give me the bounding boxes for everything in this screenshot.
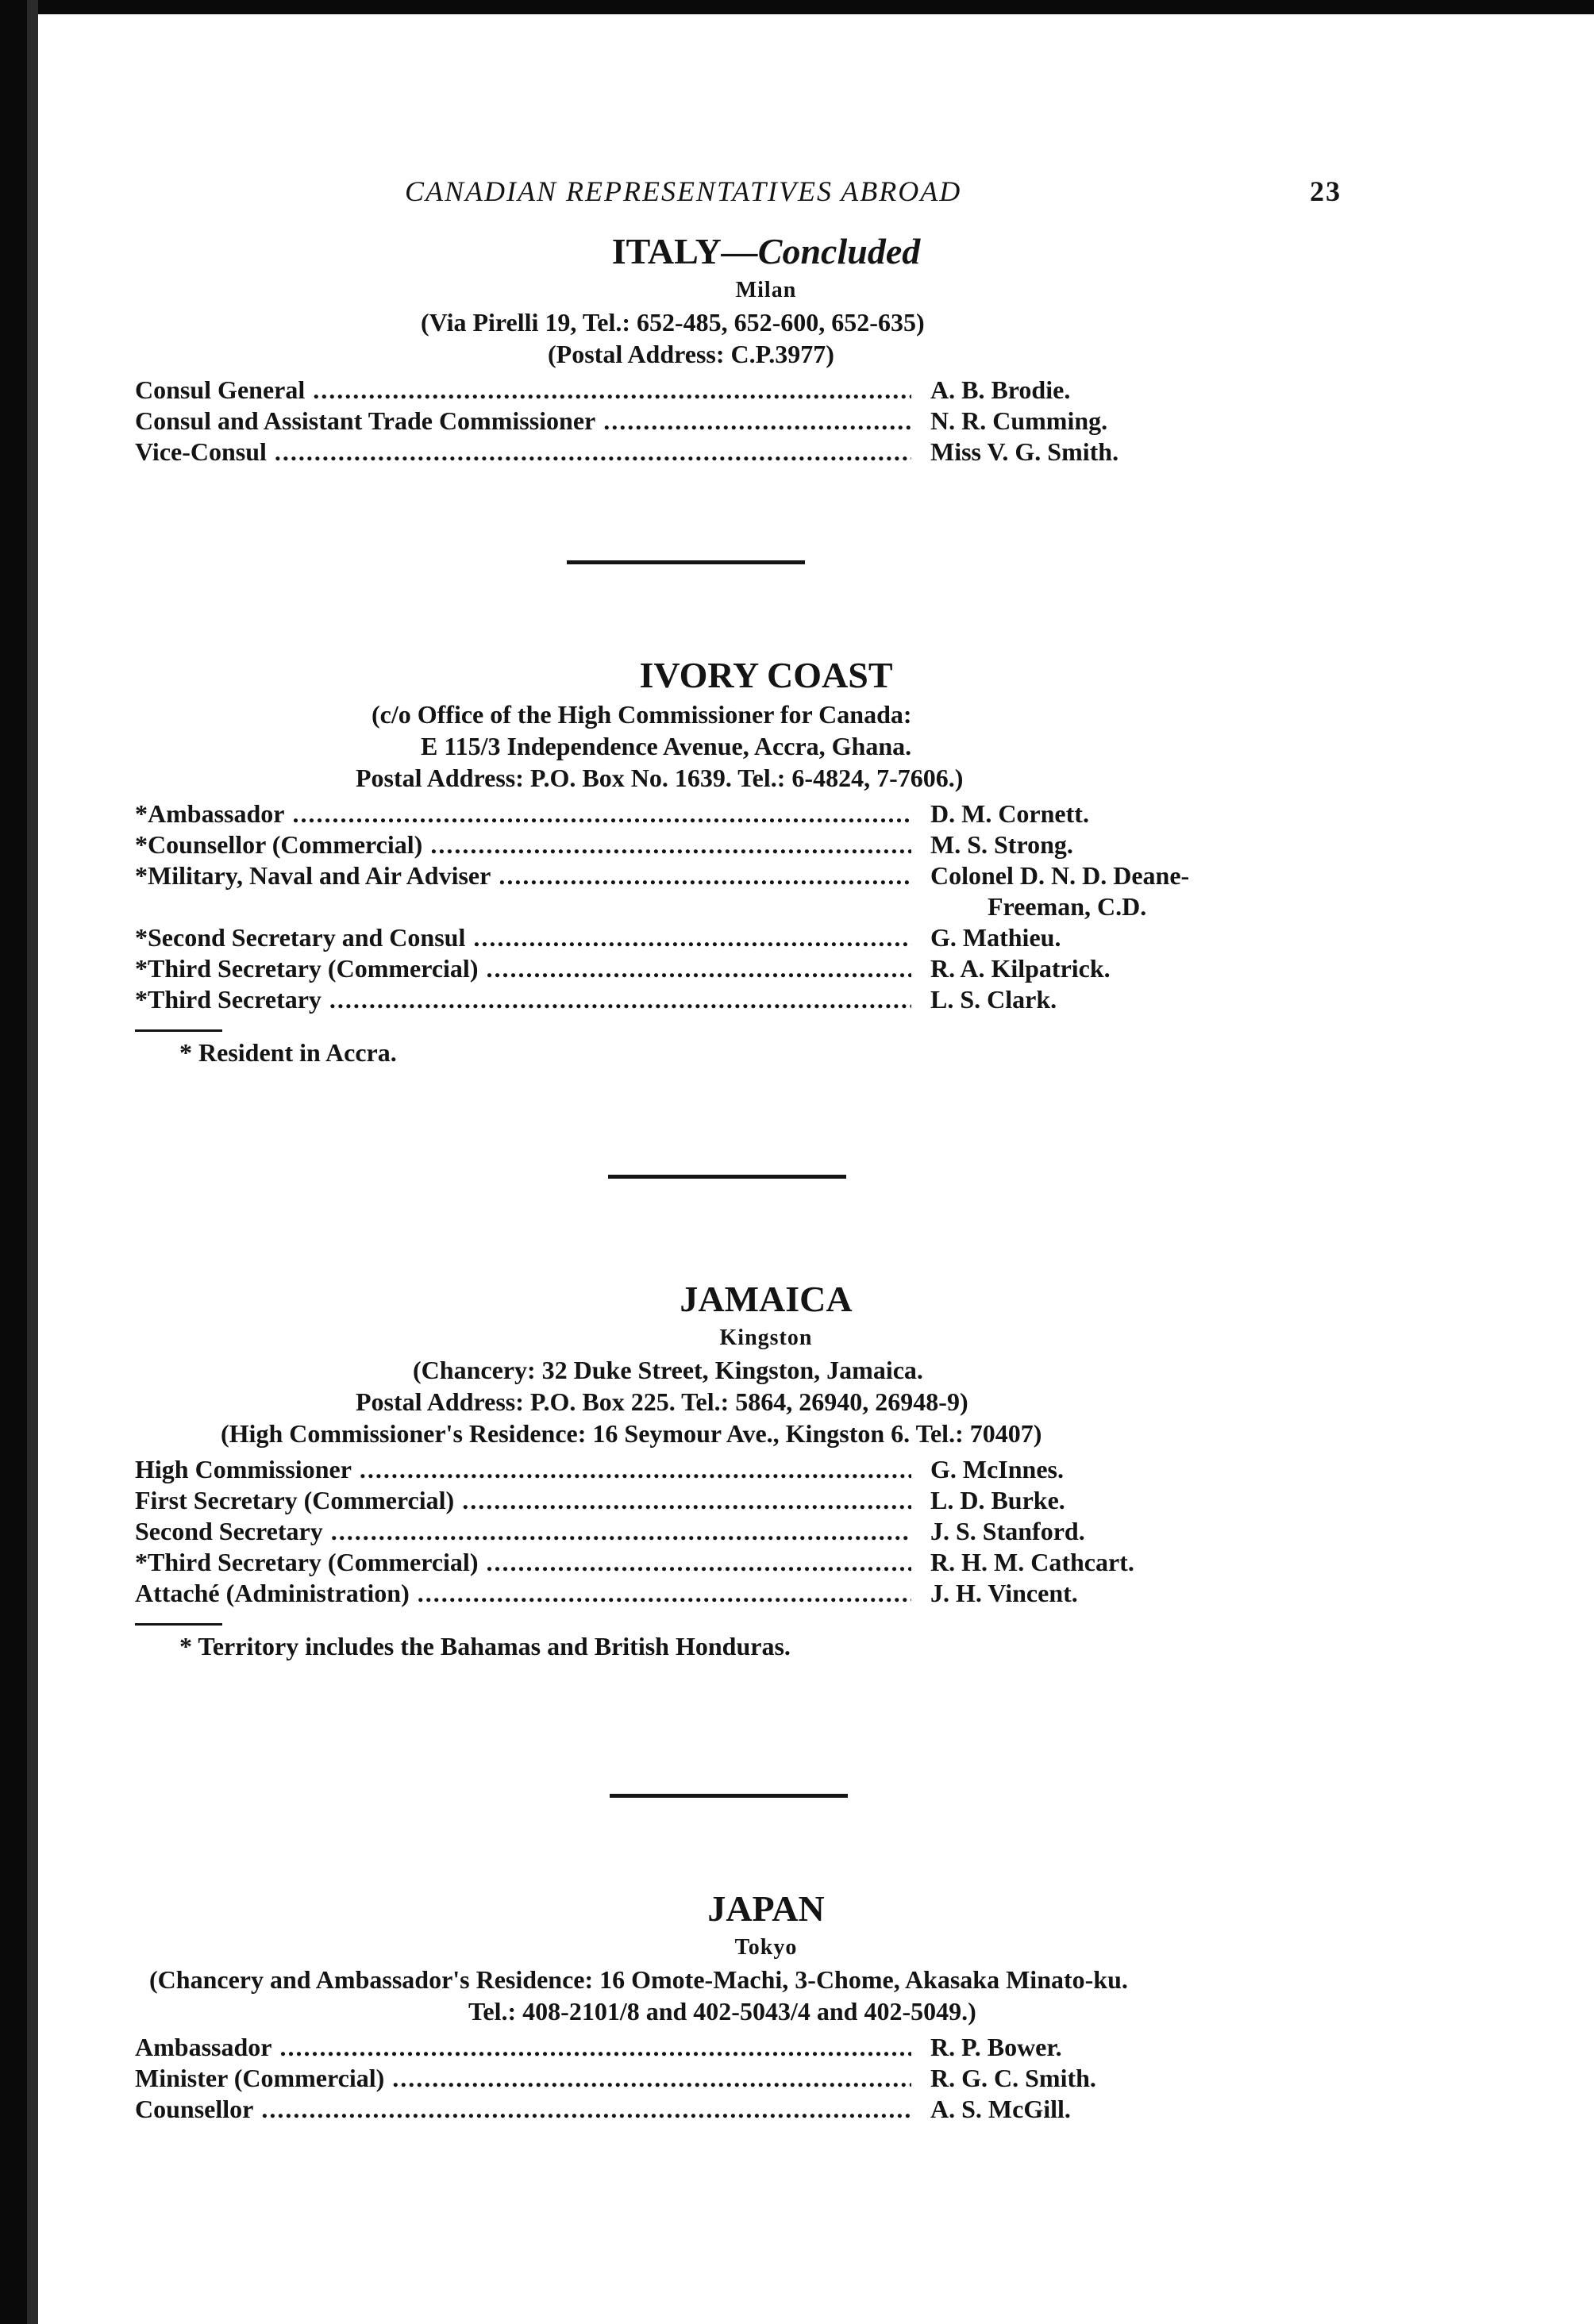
roster-row: *Third Secretary ..... L. S. Clark.: [135, 984, 1326, 1015]
roster-row: Ambassador ..... R. P. Bower.: [135, 2032, 1326, 2063]
address-line: (High Commissioner's Residence: 16 Seymour Ave., Kingston 6. Tel.: 70407): [221, 1419, 1042, 1448]
section-divider: [608, 1175, 846, 1179]
footnote: * Territory includes the Bahamas and British Honduras.: [179, 1632, 791, 1660]
address-line: E 115/3 Independence Avenue, Accra, Ghana.: [421, 732, 912, 760]
country-heading: JAPAN: [707, 1888, 825, 1929]
address-line: (Chancery and Ambassador's Residence: 16 Omote-Machi, 3-Chome, Akasaka Minato-ku.: [149, 1965, 1128, 1994]
footnote-rule: [135, 1029, 222, 1032]
roster-row: High Commissioner ..... G. McInnes.: [135, 1454, 1326, 1485]
roster-row: Vice-Consul ..... Miss V. G. Smith.: [135, 437, 1326, 467]
roster: [135, 375, 1326, 467]
roster-row: *Third Secretary (Commercial) ..... R. H. M. Cathcart.: [135, 1547, 1326, 1578]
roster-row: Consul General ..... A. B. Brodie.: [135, 375, 1326, 406]
city-heading: Kingston: [719, 1326, 813, 1350]
running-head: [286, 175, 1381, 210]
address-line: Tel.: 408-2101/8 and 402-5043/4 and 402-5049.): [468, 1997, 976, 2026]
address-line: Postal Address: P.O. Box 225. Tel.: 5864, 26940, 26948-9): [356, 1387, 968, 1416]
scan-top-edge: [0, 0, 1594, 14]
section-divider: [610, 1794, 848, 1798]
roster: [135, 1454, 1326, 1609]
footnote-rule: [135, 1623, 222, 1626]
section-ivory-coast: [135, 652, 1326, 1068]
page-number: 23: [1310, 175, 1342, 207]
city-heading: Milan: [735, 278, 797, 302]
roster-row: Attaché (Administration) ..... J. H. Vincent.: [135, 1578, 1326, 1609]
roster-row: Counsellor ..... A. S. McGill.: [135, 2094, 1326, 2125]
roster-row: *Ambassador ..... D. M. Cornett.: [135, 798, 1326, 829]
footnote: * Resident in Accra.: [179, 1038, 397, 1067]
roster-row: *Third Secretary (Commercial) ..... R. A. Kilpatrick.: [135, 953, 1326, 984]
country-heading: IVORY COAST: [639, 655, 893, 695]
roster-row: *Military, Naval and Air Adviser ..... Colonel D. N. D. Deane- Freeman, C.D.: [135, 860, 1326, 922]
roster-row: *Second Secretary and Consul ..... G. Mathieu.: [135, 922, 1326, 953]
scan-left-edge: [0, 0, 27, 2324]
city-heading: Tokyo: [734, 1935, 798, 1960]
roster: [135, 798, 1326, 1015]
country-heading: ITALY—Concluded: [611, 231, 921, 271]
section-divider: [567, 560, 805, 564]
address-line: (c/o Office of the High Commissioner for Canada:: [372, 700, 912, 729]
roster-row: First Secretary (Commercial) ..... L. D. Burke.: [135, 1485, 1326, 1516]
roster-row: Consul and Assistant Trade Commissioner ..... N. R. Cumming.: [135, 406, 1326, 437]
country-heading: JAMAICA: [680, 1279, 853, 1319]
section-italy: [135, 229, 1326, 467]
scan-left-shadow: [27, 0, 38, 2324]
address-line: (Chancery: 32 Duke Street, Kingston, Jamaica.: [413, 1356, 923, 1384]
section-jamaica: [135, 1276, 1326, 1662]
roster: [135, 2032, 1326, 2125]
section-japan: [135, 1886, 1326, 2125]
roster-row: Minister (Commercial) ..... R. G. C. Smith.: [135, 2063, 1326, 2094]
address-line: Postal Address: P.O. Box No. 1639. Tel.: 6-4824, 7-7606.): [356, 764, 964, 792]
address-line: (Via Pirelli 19, Tel.: 652-485, 652-600, 652-635): [421, 308, 925, 337]
running-head-title: CANADIAN REPRESENTATIVES ABROAD: [405, 175, 962, 207]
roster-row: *Counsellor (Commercial) ..... M. S. Strong.: [135, 829, 1326, 860]
roster-row: Second Secretary ..... J. S. Stanford.: [135, 1516, 1326, 1547]
address-line: (Postal Address: C.P.3977): [548, 340, 834, 368]
